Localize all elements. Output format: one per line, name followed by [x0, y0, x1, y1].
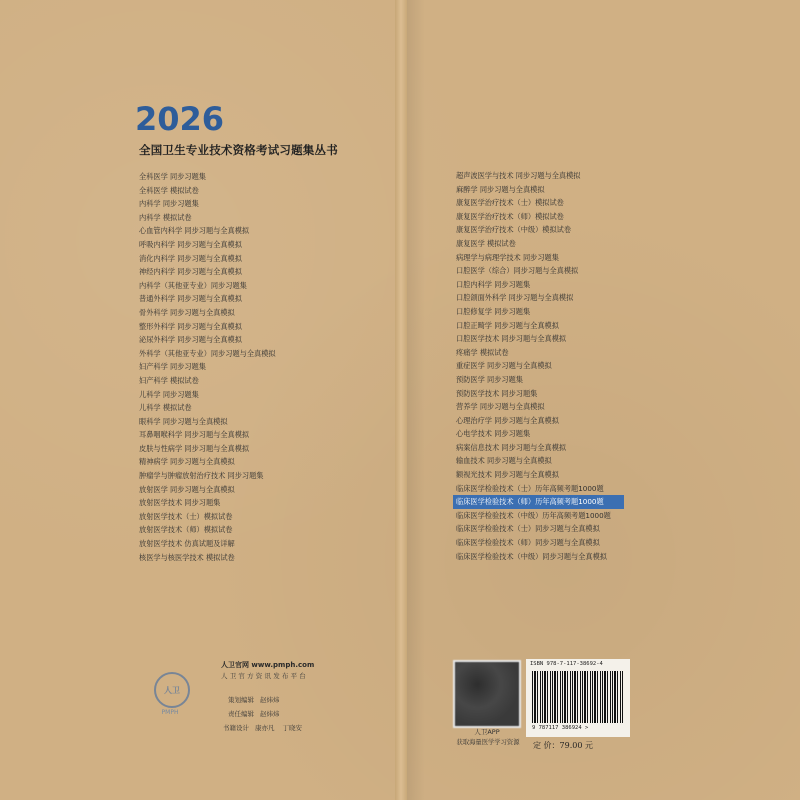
book-title-item: 麻醉学 同步习题与全真模拟 [456, 184, 545, 194]
isbn-text: ISBN 978-7-117-38692-4 [530, 661, 603, 667]
app-qr-code-icon [453, 660, 521, 728]
credit-editor [228, 707, 302, 721]
credit-name: 赵炜炜 [260, 696, 280, 704]
credit-name: 康亦凡 [255, 724, 275, 732]
book-title-item: 临床医学检验技术（中级）同步习题与全真模拟 [456, 551, 607, 561]
book-title-item: 泌尿外科学 同步习题与全真模拟 [139, 335, 242, 345]
credit-name: 丁晓安 [282, 724, 302, 732]
book-title-item: 全科医学 模拟试卷 [139, 185, 199, 195]
credit-design [223, 721, 302, 735]
book-title-item: 重症医学 同步习题与全真模拟 [456, 361, 552, 371]
credits-block [223, 693, 302, 735]
book-title-item: 疼痛学 模拟试卷 [456, 347, 509, 357]
book-title-item: 预防医学 同步习题集 [456, 374, 523, 384]
book-title-item: 心血管内科学 同步习题与全真模拟 [139, 226, 250, 236]
book-title-item: 放射医学技术 仿真试题及详解 [139, 539, 235, 549]
book-title-item: 口腔颌面外科学 同步习题与全真模拟 [456, 293, 574, 303]
book-title-item: 输血技术 同步习题与全真模拟 [456, 456, 552, 466]
series-title: 全国卫生专业技术资格考试习题集丛书 [139, 143, 338, 157]
book-title-item: 神经内科学 同步习题与全真模拟 [139, 267, 242, 277]
book-title-item: 骨外科学 同步习题与全真模拟 [139, 307, 235, 317]
book-title-item: 眼科学 同步习题与全真模拟 [139, 416, 228, 426]
publisher-website: 人卫官网 www.pmph.com [221, 661, 315, 669]
book-title-item: 整形外科学 同步习题与全真模拟 [139, 321, 242, 331]
book-title-item: 临床医学检验技术（师）历年高频考题1000题 [453, 495, 624, 509]
book-title-item: 皮肤与性病学 同步习题与全真模拟 [139, 443, 250, 453]
book-title-item: 超声波医学与技术 同步习题与全真模拟 [456, 171, 581, 180]
book-title-item: 病案信息技术 同步习题与全真模拟 [456, 442, 567, 452]
book-title-item: 内科学 同步习题集 [139, 199, 199, 209]
book-title-item: 放射医学 同步习题与全真模拟 [139, 484, 235, 494]
book-title-item: 儿科学 同步习题集 [139, 389, 199, 399]
book-title-item: 康复医学治疗技术（师）模拟试卷 [456, 211, 564, 221]
book-title-item: 精神病学 同步习题与全真模拟 [139, 457, 235, 467]
book-title-item: 营养学 同步习题与全真模拟 [456, 402, 545, 412]
credit-role: 书籍设计 [223, 724, 249, 732]
book-title-item: 康复医学 模拟试卷 [456, 238, 516, 248]
book-title-item: 耳鼻咽喉科学 同步习题与全真模拟 [139, 430, 250, 440]
book-title-item: 放射医学技术（师）模拟试卷 [139, 525, 233, 535]
book-list-right [456, 169, 706, 563]
isbn-barcode [526, 659, 630, 737]
book-title-item: 口腔修复学 同步习题集 [456, 306, 531, 316]
book-title-item: 内科学 模拟试卷 [139, 212, 192, 222]
credit-planning [228, 693, 302, 707]
barcode-number: 9 787117 386924 > [532, 725, 589, 731]
publisher-logo-sub: PMPH [161, 709, 179, 716]
book-title-item: 儿科学 模拟试卷 [139, 403, 192, 413]
book-title-item: 口腔医学（综合）同步习题与全真模拟 [456, 266, 579, 276]
book-title-item: 康复医学治疗技术（士）模拟试卷 [456, 198, 564, 208]
app-qr-caption: 人卫APP [474, 728, 500, 736]
book-title-item: 内科学（其他亚专业）同步习题集 [139, 280, 247, 290]
book-title-item: 妇产科学 模拟试卷 [139, 375, 199, 385]
book-title-item: 口腔内科学 同步习题集 [456, 279, 531, 289]
book-title-item: 呼吸内科学 同步习题与全真模拟 [139, 239, 242, 249]
book-title-item: 预防医学技术 同步习题集 [456, 388, 538, 398]
publisher-logo-text: 人卫 [164, 685, 180, 695]
book-title-item: 外科学（其他亚专业）同步习题与全真模拟 [139, 348, 276, 358]
book-title-item: 肿瘤学与肿瘤放射治疗技术 同步习题集 [139, 471, 264, 481]
app-qr-subcaption: 获取海量医学学习资源 [456, 739, 520, 746]
book-title-item: 妇产科学 同步习题集 [139, 362, 206, 372]
cover-flap-fold [395, 0, 407, 800]
book-title-item: 核医学与核医学技术 模拟试卷 [139, 552, 235, 562]
book-title-item: 额视光技术 同步习题与全真模拟 [456, 470, 559, 480]
book-title-item: 临床医学检验技术（师）同步习题与全真模拟 [456, 538, 600, 548]
cover-flap-shadow [407, 0, 425, 800]
book-title-item: 普通外科学 同步习题与全真模拟 [139, 294, 242, 304]
book-title-item: 康复医学治疗技术（中级）模拟试卷 [456, 225, 572, 235]
book-title-item: 临床医学检验技术（士）历年高频考题1000题 [456, 483, 604, 493]
book-title-item: 消化内科学 同步习题与全真模拟 [139, 253, 242, 263]
publisher-logo-icon [154, 672, 190, 708]
book-title-item: 心理治疗学 同步习题与全真模拟 [456, 415, 559, 425]
price-label: 定 价：79.00 元 [533, 741, 593, 750]
book-title-item: 临床医学检验技术（中级）历年高频考题1000题 [456, 510, 611, 520]
book-title-item: 病理学与病理学技术 同步习题集 [456, 252, 559, 262]
barcode-icon [532, 671, 624, 723]
book-title-item: 临床医学检验技术（士）同步习题与全真模拟 [456, 524, 600, 534]
book-title-item: 口腔正畸学 同步习题与全真模拟 [456, 320, 559, 330]
book-title-item: 全科医学 同步习题集 [139, 172, 206, 181]
credit-name: 赵炜炜 [260, 710, 280, 718]
edition-year: 2026 [135, 100, 225, 138]
credit-role: 责任编辑 [228, 710, 254, 718]
book-title-item: 心电学技术 同步习题集 [456, 429, 531, 439]
book-title-item: 放射医学技术 同步习题集 [139, 498, 221, 508]
book-title-item: 口腔医学技术 同步习题与全真模拟 [456, 334, 567, 344]
credit-role: 策划编辑 [228, 696, 254, 704]
book-title-item: 放射医学技术（士）模拟试卷 [139, 511, 233, 521]
publisher-slogan: 人卫官方资讯发布平台 [221, 672, 308, 680]
book-list-left [139, 170, 389, 564]
